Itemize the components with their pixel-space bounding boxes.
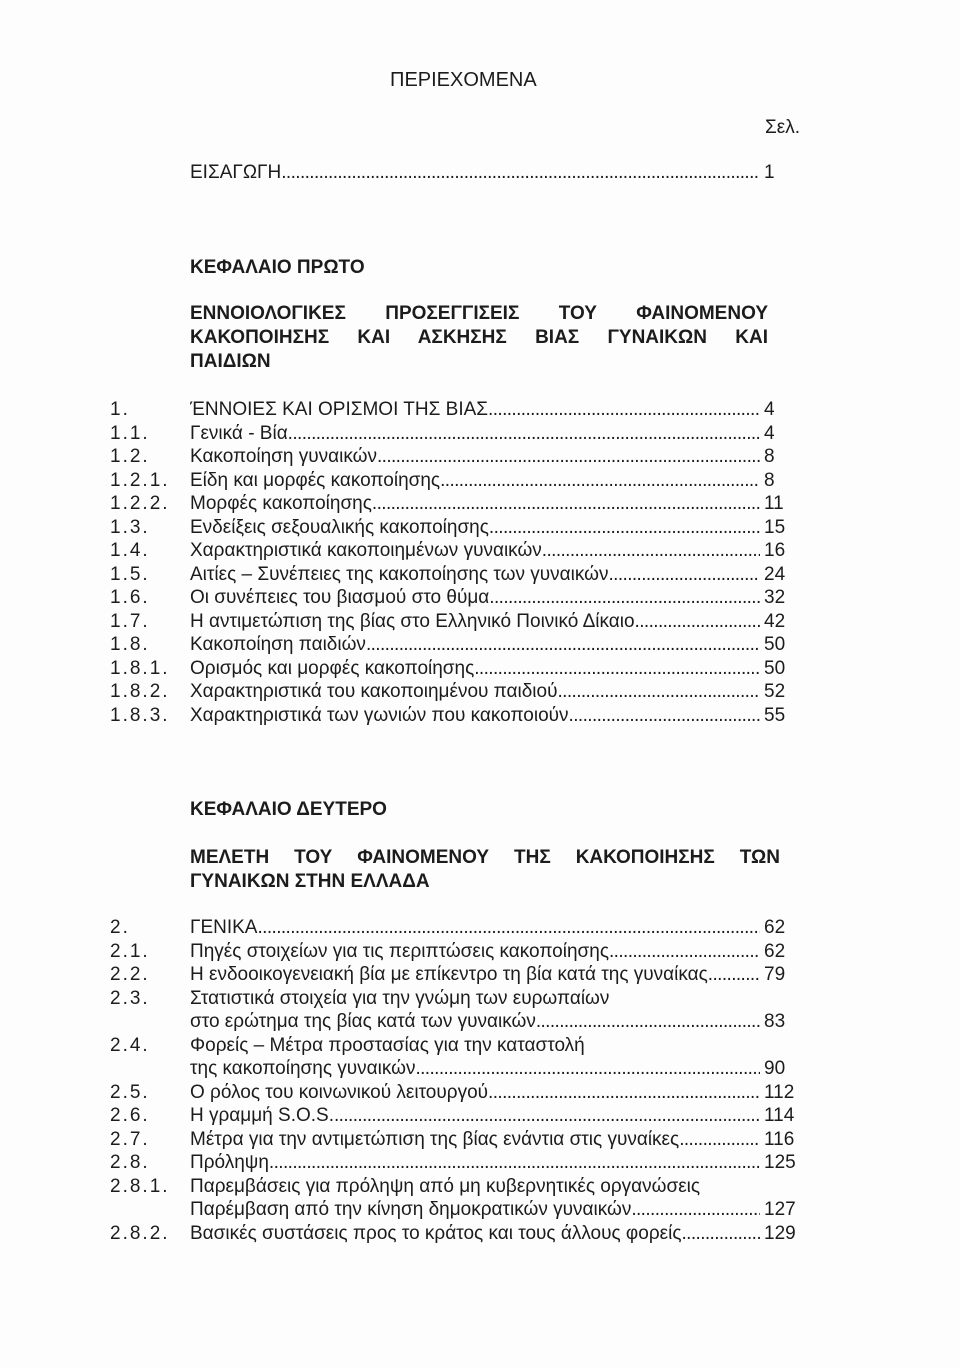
entry-title: ΈΝΝΟΙΕΣ ΚΑΙ ΟΡΙΣΜΟΙ ΤΗΣ ΒΙΑΣ <box>190 399 489 420</box>
dot-leader <box>257 916 760 940</box>
entry-line <box>190 987 760 1011</box>
entry-line <box>190 963 760 987</box>
dot-leader <box>377 445 760 469</box>
entry-number: 1.1. <box>110 422 150 444</box>
toc-row <box>0 680 960 704</box>
entry-title: στο ερώτημα της βίας κατά των γυναικών <box>190 1011 536 1032</box>
dot-leader <box>631 1198 760 1222</box>
entry-number: 1.6. <box>110 587 150 608</box>
page-column-label: Σελ. <box>765 117 800 138</box>
entry-title: ΓΕΝΙΚΑ <box>190 917 258 938</box>
entry-page: 42 <box>764 610 786 632</box>
chapter-heading-line: ΚΑΚΟΠΟΙΗΣΗΣ ΚΑΙ ΑΣΚΗΣΗΣ ΒΙΑΣ ΓΥΝΑΙΚΩΝ ΚΑΙ <box>190 327 768 348</box>
entry-title: Χαρακτηριστικά των γωνιών που κακοποιούν <box>190 704 569 726</box>
entry-page: 90 <box>764 1058 786 1079</box>
entry-line <box>190 445 760 469</box>
toc-row <box>0 586 960 610</box>
dot-leader <box>488 1081 760 1105</box>
entry-line <box>190 516 760 540</box>
dot-leader <box>281 161 760 185</box>
dot-leader <box>708 963 760 987</box>
dot-leader <box>269 1151 760 1175</box>
entry-line <box>190 916 760 940</box>
toc-row <box>0 161 960 185</box>
entry-line <box>190 1034 760 1058</box>
entry-line <box>190 1057 760 1081</box>
entry-line <box>190 1198 760 1222</box>
entry-page: 50 <box>764 657 786 679</box>
entry-page: 62 <box>764 917 786 938</box>
dot-leader <box>608 563 760 587</box>
entry-title: Μορφές κακοποίησης <box>190 493 372 514</box>
toc-row <box>0 610 960 634</box>
dot-leader <box>679 1128 760 1152</box>
dot-leader <box>288 422 760 446</box>
toc-row <box>0 445 960 469</box>
entry-title: Παρεμβάσεις για πρόληψη από μη κυβερνητικές οργανώσεις <box>190 1175 701 1197</box>
chapter-heading <box>190 302 768 374</box>
toc-row <box>0 940 960 964</box>
entry-number: 1.8.3. <box>110 704 170 726</box>
entry-line <box>190 1222 760 1246</box>
entry-title: ΕΙΣΑΓΩΓΗ <box>190 162 282 183</box>
entry-line <box>190 680 760 704</box>
entry-page: 125 <box>764 1152 796 1173</box>
chapter-label: ΚΕΦΑΛΑΙΟ ΠΡΩΤΟ <box>190 257 365 278</box>
entry-page: 114 <box>764 1105 795 1126</box>
dot-leader <box>489 586 760 610</box>
entry-title: Η ενδοοικογενειακή βία με επίκεντρο τη βία κατά της γυναίκας <box>190 964 708 985</box>
toc-row <box>0 1057 960 1081</box>
dot-leader <box>569 704 760 728</box>
dot-leader <box>536 1010 760 1034</box>
chapter-heading-line: ΓΥΝΑΙΚΩΝ ΣΤΗΝ ΕΛΛΑΔΑ <box>190 871 430 892</box>
entry-page: 79 <box>764 964 786 985</box>
entry-number: 1.8.1. <box>110 657 170 679</box>
toc-row <box>0 1034 960 1058</box>
dot-leader <box>557 680 760 704</box>
entry-line <box>190 422 760 446</box>
dot-leader <box>489 516 760 540</box>
entry-title: Χαρακτηριστικά κακοποιημένων γυναικών <box>190 540 542 561</box>
entry-number: 1.2.2. <box>110 493 170 514</box>
toc-row <box>0 1010 960 1034</box>
entry-line <box>190 1010 760 1034</box>
entry-page: 24 <box>764 563 786 585</box>
entry-page: 52 <box>764 681 786 702</box>
entry-title: Πηγές στοιχείων για τις περιπτώσεις κακοποίησης <box>190 940 609 962</box>
entry-number: 1.4. <box>110 540 150 561</box>
entry-title: Ορισμός και μορφές κακοποίησης <box>190 657 475 679</box>
toc-row <box>0 563 960 587</box>
entry-line <box>190 469 760 493</box>
entry-title: Γενικά - Βία <box>190 422 288 444</box>
entry-line <box>190 940 760 964</box>
entry-number: 2.3. <box>110 987 150 1009</box>
entry-page: 1 <box>764 162 775 183</box>
dot-leader <box>440 469 760 493</box>
entry-page: 8 <box>764 469 775 491</box>
entry-line <box>190 492 760 516</box>
dot-leader <box>372 492 760 516</box>
entry-page: 4 <box>764 422 775 444</box>
toc-entry-intro <box>0 161 960 185</box>
toc-row <box>0 963 960 987</box>
entry-page: 32 <box>764 587 786 608</box>
entry-number: 2.8.2. <box>110 1222 170 1244</box>
dot-leader <box>542 539 760 563</box>
toc-row <box>0 1104 960 1128</box>
entry-number: 1.2.1. <box>110 469 170 491</box>
entry-page: 129 <box>764 1222 796 1244</box>
entry-line <box>190 1151 760 1175</box>
toc-list <box>0 916 960 1245</box>
dot-leader <box>635 610 760 634</box>
entry-page: 11 <box>764 493 784 514</box>
page-title: ΠΕΡΙΕΧΟΜΕΝΑ <box>390 69 537 91</box>
entry-title: Στατιστικά στοιχεία για την γνώμη των ευρωπαίων <box>190 987 610 1009</box>
entry-number: 2.7. <box>110 1128 150 1150</box>
toc-row <box>0 633 960 657</box>
entry-page: 15 <box>764 516 786 538</box>
entry-line <box>190 586 760 610</box>
entry-number: 2.6. <box>110 1105 150 1126</box>
entry-title: Παρέμβαση από την κίνηση δημοκρατικών γυναικών <box>190 1199 632 1220</box>
entry-title: της κακοποίησης γυναικών <box>190 1058 416 1079</box>
entry-line <box>190 633 760 657</box>
entry-number: 1.8.2. <box>110 681 170 702</box>
entry-number: 2. <box>110 917 130 938</box>
entry-line <box>190 610 760 634</box>
toc-row <box>0 1151 960 1175</box>
entry-number: 2.1. <box>110 940 150 962</box>
toc-row <box>0 469 960 493</box>
chapter-heading-line: ΕΝΝΟΙΟΛΟΓΙΚΕΣ ΠΡΟΣΕΓΓΙΣΕΙΣ ΤΟΥ ΦΑΙΝΟΜΕΝΟΥ <box>190 303 768 324</box>
entry-title: Κακοποίηση γυναικών <box>190 446 377 467</box>
entry-page: 4 <box>764 399 775 420</box>
entry-number: 2.2. <box>110 964 150 985</box>
toc-list <box>0 398 960 727</box>
entry-title: Οι συνέπειες του βιασμού στο θύμα <box>190 587 490 608</box>
entry-line <box>190 563 760 587</box>
toc-row <box>0 1198 960 1222</box>
dot-leader <box>609 940 760 964</box>
toc-row <box>0 492 960 516</box>
entry-title: Η γραμμή S.O.S. <box>190 1105 334 1126</box>
toc-row <box>0 398 960 422</box>
entry-page: 62 <box>764 940 786 962</box>
entry-number: 1. <box>110 399 130 420</box>
entry-title: Φορείς – Μέτρα προστασίας για την καταστολή <box>190 1034 585 1056</box>
toc-row <box>0 1081 960 1105</box>
entry-page: 16 <box>764 540 786 561</box>
chapter-heading-line: ΜΕΛΕΤΗ ΤΟΥ ΦΑΙΝΟΜΕΝΟΥ ΤΗΣ ΚΑΚΟΠΟΙΗΣΗΣ ΤΩΝ <box>190 847 780 868</box>
entry-title: Χαρακτηριστικά του κακοποιημένου παιδιού <box>190 681 558 702</box>
toc-row <box>0 657 960 681</box>
toc-row <box>0 1175 960 1199</box>
dot-leader <box>474 657 760 681</box>
entry-line <box>190 1128 760 1152</box>
entry-line <box>190 1104 760 1128</box>
chapter-heading <box>190 846 780 894</box>
entry-line <box>190 704 760 728</box>
entry-number: 2.8. <box>110 1152 150 1173</box>
entry-title: Ενδείξεις σεξουαλικής κακοποίησης <box>190 516 489 538</box>
entry-line <box>190 161 760 185</box>
entry-number: 2.4. <box>110 1034 150 1056</box>
entry-title: Η αντιμετώπιση της βίας στο Ελληνικό Ποινικό Δίκαιο <box>190 610 635 632</box>
dot-leader <box>334 1104 760 1128</box>
chapter-heading-line: ΠΑΙΔΙΩΝ <box>190 351 271 372</box>
entry-line <box>190 539 760 563</box>
entry-number: 1.7. <box>110 610 150 632</box>
toc-row <box>0 987 960 1011</box>
chapter-label: ΚΕΦΑΛΑΙΟ ΔΕΥΤΕΡΟ <box>190 799 387 820</box>
entry-title: Ο ρόλος του κοινωνικού λειτουργού <box>190 1081 489 1103</box>
entry-title: Αιτίες – Συνέπειες της κακοποίησης των γυναικών <box>190 563 609 585</box>
entry-page: 112 <box>764 1081 795 1103</box>
entry-page: 8 <box>764 446 775 467</box>
entry-page: 55 <box>764 704 786 726</box>
entry-title: Πρόληψη <box>190 1152 269 1173</box>
entry-title: Μέτρα για την αντιμετώπιση της βίας ενάντια στις γυναίκες <box>190 1128 680 1150</box>
toc-row <box>0 1222 960 1246</box>
entry-page: 116 <box>764 1128 795 1150</box>
toc-row <box>0 1128 960 1152</box>
entry-title: Βασικές συστάσεις προς το κράτος και τους άλλους φορείς <box>190 1222 682 1244</box>
dot-leader <box>488 398 760 422</box>
toc-row <box>0 704 960 728</box>
entry-title: Κακοποίηση παιδιών <box>190 634 366 655</box>
toc-row <box>0 916 960 940</box>
entry-number: 1.5. <box>110 563 150 585</box>
toc-row <box>0 516 960 540</box>
dot-leader <box>681 1222 760 1246</box>
entry-line <box>190 1175 760 1199</box>
dot-leader <box>366 633 760 657</box>
entry-number: 2.8.1. <box>110 1175 170 1197</box>
entry-number: 2.5. <box>110 1081 150 1103</box>
entry-number: 1.3. <box>110 516 150 538</box>
toc-row <box>0 539 960 563</box>
dot-leader <box>415 1057 760 1081</box>
entry-line <box>190 657 760 681</box>
entry-page: 127 <box>764 1199 796 1220</box>
entry-page: 50 <box>764 634 786 655</box>
entry-line <box>190 398 760 422</box>
entry-title: Είδη και μορφές κακοποίησης <box>190 469 441 491</box>
entry-line <box>190 1081 760 1105</box>
entry-number: 1.2. <box>110 446 150 467</box>
entry-page: 83 <box>764 1011 786 1032</box>
toc-row <box>0 422 960 446</box>
entry-number: 1.8. <box>110 634 150 655</box>
